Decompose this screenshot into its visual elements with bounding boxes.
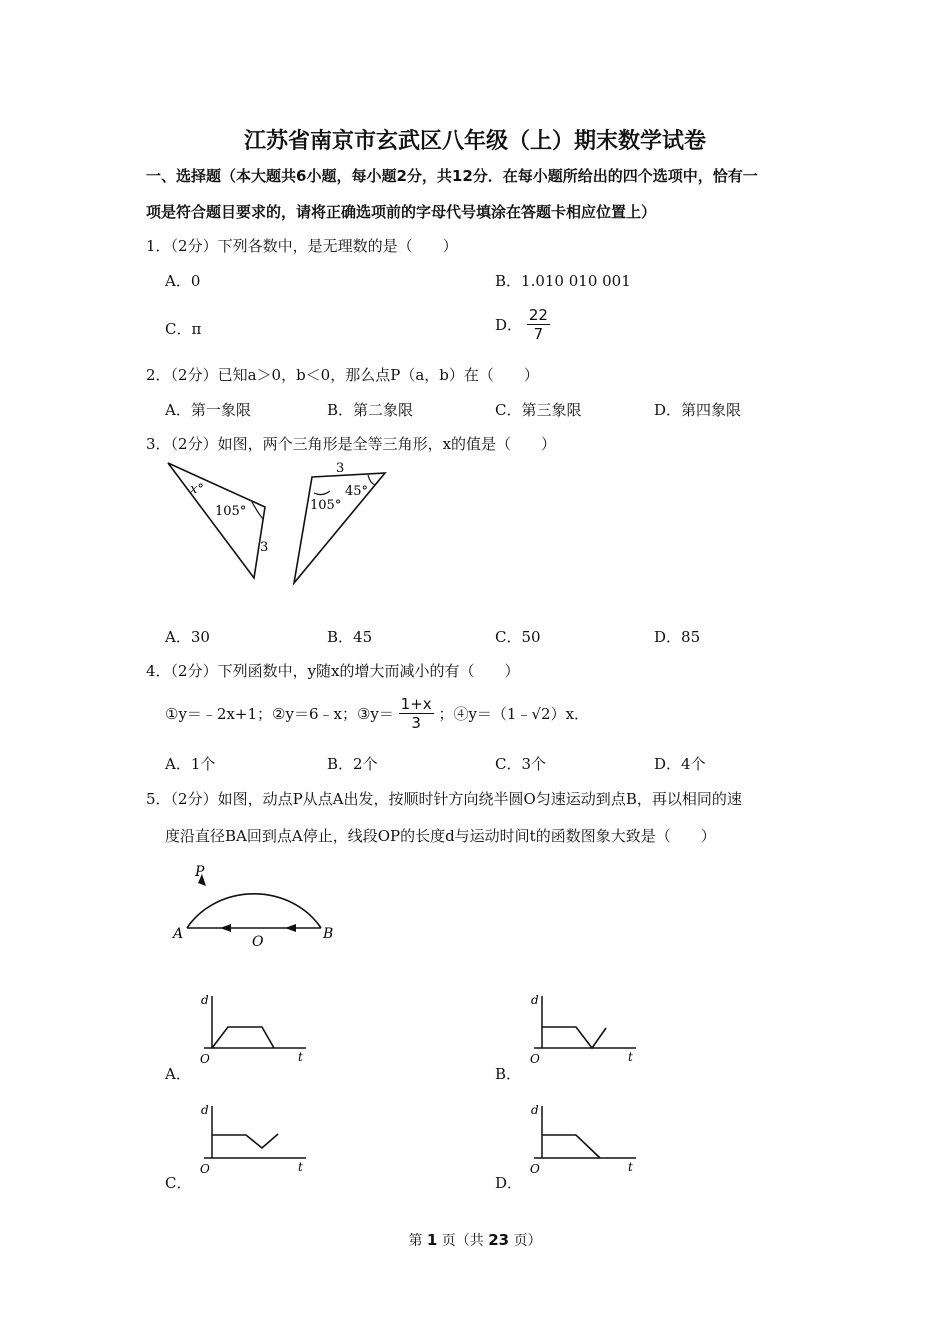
footer-total-pages: 23: [488, 1231, 510, 1249]
q3-option-b: B．45: [327, 628, 373, 646]
q1-stem: 1．（2分）下列各数中，是无理数的是（ ）: [146, 237, 458, 255]
q1-option-b: B．1.010 010 001: [495, 272, 631, 290]
graph-d-d-label: d: [531, 1103, 539, 1117]
q5-graph-b: [526, 990, 646, 1070]
q2-option-c: C．第三象限: [495, 401, 582, 419]
q5-option-d: D．: [495, 1174, 523, 1192]
graph-c-d-label: d: [201, 1103, 209, 1117]
point-p-label: P: [195, 864, 205, 880]
q4-functions-part2: ；④y＝（1﹣√2）x．: [438, 705, 590, 723]
point-b-label: B: [323, 926, 334, 942]
q3-left-side-label: 3: [260, 540, 269, 555]
graph-a-curve: [212, 1027, 274, 1048]
q2-stem: 2．（2分）已知a＞0，b＜0，那么点P（a，b）在（ ）: [146, 366, 539, 384]
footer-post: 页）: [513, 1233, 542, 1249]
graph-d-t-label: t: [628, 1160, 633, 1174]
q3-option-a: A．30: [165, 628, 210, 646]
q3-option-d: D．85: [654, 628, 701, 646]
q1-fraction-num: 22: [528, 306, 548, 324]
footer-pre: 第: [408, 1233, 423, 1249]
graph-d-o-label: O: [530, 1162, 540, 1176]
graph-b-o-label: O: [530, 1052, 540, 1066]
q1-option-d-label: D．: [495, 316, 523, 334]
q3-45-label: 45°: [345, 484, 369, 499]
q3-right-105-label: 105°: [310, 498, 342, 513]
q3-right-side-label: 3: [336, 461, 345, 476]
q5-graph-c: [196, 1100, 316, 1180]
q5-option-c: C．: [165, 1174, 192, 1192]
q1-option-c: C．π: [165, 320, 202, 338]
q1-fraction: [527, 306, 550, 343]
semicircle-arc: [187, 894, 321, 928]
q5-stem-line1: 5．（2分）如图，动点P从点A出发，按顺时针方向绕半圆O匀速运动到点B，再以相同的速: [146, 790, 742, 808]
graph-c-o-label: O: [200, 1162, 210, 1176]
graph-b-d-label: d: [531, 993, 539, 1007]
graph-c-t-label: t: [298, 1160, 303, 1174]
diameter-arrow-left: [220, 924, 231, 932]
graph-b-curve: [542, 1027, 606, 1048]
graph-b-t-label: t: [628, 1050, 633, 1064]
q4-functions: [165, 695, 589, 732]
q4-fraction: [399, 695, 434, 732]
q4-stem: 4．（2分）下列函数中，y随x的增大而减小的有（ ）: [146, 662, 520, 680]
graph-a-t-label: t: [298, 1050, 303, 1064]
q5-option-b: B．: [495, 1065, 522, 1083]
q5-stem-line2: 度沿直径BA回到点A停止，线段OP的长度d与运动时间t的函数图象大致是（ ）: [165, 827, 716, 845]
q5-graph-d: [526, 1100, 646, 1180]
q4-fraction-num: 1+x: [400, 695, 432, 713]
q4-option-a: A．1个: [165, 755, 216, 773]
q1-option-a: A．0: [165, 272, 201, 290]
q5-semicircle-figure: [165, 858, 345, 953]
right-angle-arc-105: [314, 491, 330, 495]
point-o-label: O: [252, 934, 264, 950]
q3-option-c: C．50: [495, 628, 541, 646]
graph-a-d-label: d: [201, 993, 209, 1007]
q3-left-105-label: 105°: [215, 504, 247, 519]
page-title: 江苏省南京市玄武区八年级（上）期末数学试卷: [243, 129, 706, 154]
q3-triangles-figure: [160, 455, 400, 590]
footer-mid: 页（共: [441, 1233, 484, 1249]
q2-option-d: D．第四象限: [654, 401, 742, 419]
q5-graph-a: [196, 990, 316, 1070]
graph-a-o-label: O: [200, 1052, 210, 1066]
q4-functions-part1: ①y＝﹣2x+1；②y＝6﹣x；③y＝: [165, 705, 394, 723]
q4-option-b: B．2个: [327, 755, 378, 773]
q2-option-a: A．第一象限: [165, 401, 251, 419]
q3-stem: 3．（2分）如图，两个三角形是全等三角形，x的值是（ ）: [146, 435, 557, 453]
graph-c-curve: [212, 1134, 278, 1148]
footer-page-number: 1: [426, 1231, 438, 1249]
point-a-label: A: [173, 926, 184, 942]
q3-x-label: x°: [190, 482, 204, 497]
section-heading-line1: 一、选择题（本大题共6小题，每小题2分，共12分．在每小题所给出的四个选项中，恰有一: [146, 167, 758, 185]
q2-option-b: B．第二象限: [327, 401, 414, 419]
diameter-arrow-right: [285, 924, 296, 932]
page-footer: [0, 1230, 950, 1250]
right-angle-arc-45: [368, 475, 375, 485]
q1-option-d: [495, 306, 550, 343]
q4-fraction-den: 3: [411, 714, 421, 732]
section-heading-line2: 项是符合题目要求的，请将正确选项前的字母代号填涂在答题卡相应位置上）: [146, 203, 657, 221]
q4-option-c: C．3个: [495, 755, 547, 773]
q1-fraction-den: 7: [533, 325, 544, 343]
left-triangle: [168, 463, 265, 578]
graph-d-curve: [542, 1135, 600, 1158]
right-triangle: [294, 473, 385, 583]
q4-option-d: D．4个: [654, 755, 706, 773]
q5-option-a: A．: [165, 1065, 191, 1083]
